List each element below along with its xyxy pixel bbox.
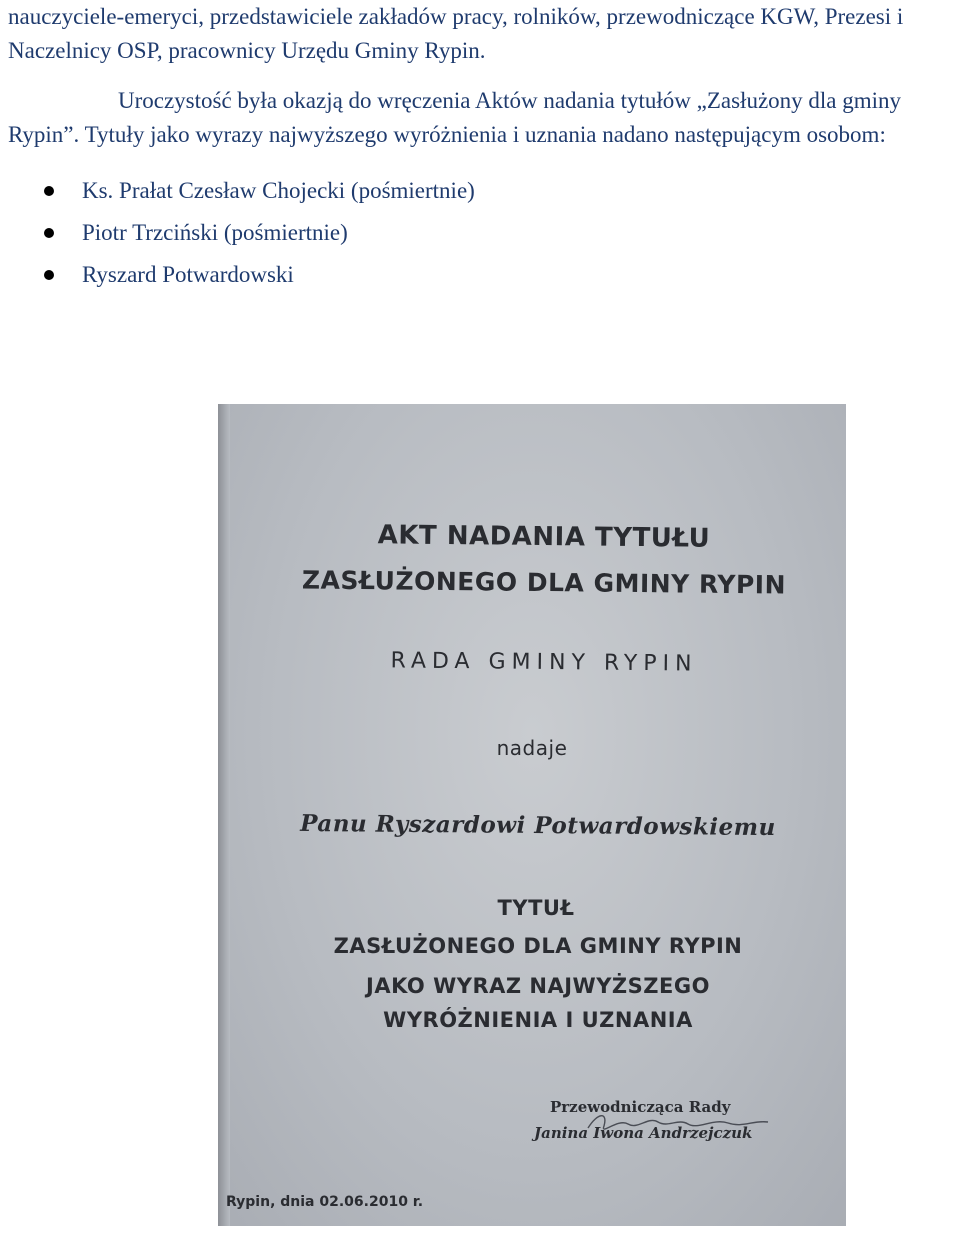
bullet-icon xyxy=(44,270,54,280)
certificate-verb: nadaje xyxy=(496,736,568,760)
honoree-list xyxy=(8,170,956,296)
certificate-issuer: RADA GMINY RYPIN xyxy=(390,648,698,677)
certificate-title-label: TYTUŁ xyxy=(497,896,575,920)
certificate-reason-2: WYRÓŻNIENIA I UZNANIA xyxy=(383,1008,693,1032)
paragraph-ceremony: Uroczystość była okazją do wręczenia Aktów nadania tytułów „Zasłużony dla gminy Rypin”. Tytuły jako wyrazy najwyższego wyróżnienia i uznania nadano następującym osobom: xyxy=(8,88,902,147)
list-item xyxy=(8,254,956,296)
certificate-place-date: Rypin, dnia 02.06.2010 r. xyxy=(226,1194,424,1210)
list-item-label: Piotr Trzciński (pośmiertnie) xyxy=(82,220,348,245)
list-item-label: Ryszard Potwardowski xyxy=(82,262,294,287)
list-item-label: Ks. Prałat Czesław Chojecki (pośmiertnie) xyxy=(82,178,475,203)
bullet-icon xyxy=(44,186,54,196)
signatory-role: Przewodnicząca Rady xyxy=(550,1098,731,1116)
document-text xyxy=(8,0,956,296)
certificate-title-name: ZASŁUŻONEGO DLA GMINY RYPIN xyxy=(333,934,743,958)
list-item xyxy=(8,170,956,212)
bullet-icon xyxy=(44,228,54,238)
certificate-photo xyxy=(218,404,846,1226)
certificate-reason-1: JAKO WYRAZ NAJWYŻSZEGO xyxy=(366,974,710,998)
certificate-heading-2: ZASŁUŻONEGO DLA GMINY RYPIN xyxy=(301,565,787,600)
paragraph-attendees: nauczyciele-emeryci, przedstawiciele zakładów pracy, rolników, przewodniczące KGW, Prezesi i Naczelnicy OSP, pracownicy Urzędu Gminy Rypin. xyxy=(8,4,904,63)
certificate-heading-1: AKT NADANIA TYTUŁU xyxy=(377,520,711,554)
signatory-name: Janina Iwona Andrzejczuk xyxy=(534,1124,753,1142)
list-item xyxy=(8,212,956,254)
certificate-recipient: Panu Ryszardowi Potwardowskiemu xyxy=(300,809,776,842)
